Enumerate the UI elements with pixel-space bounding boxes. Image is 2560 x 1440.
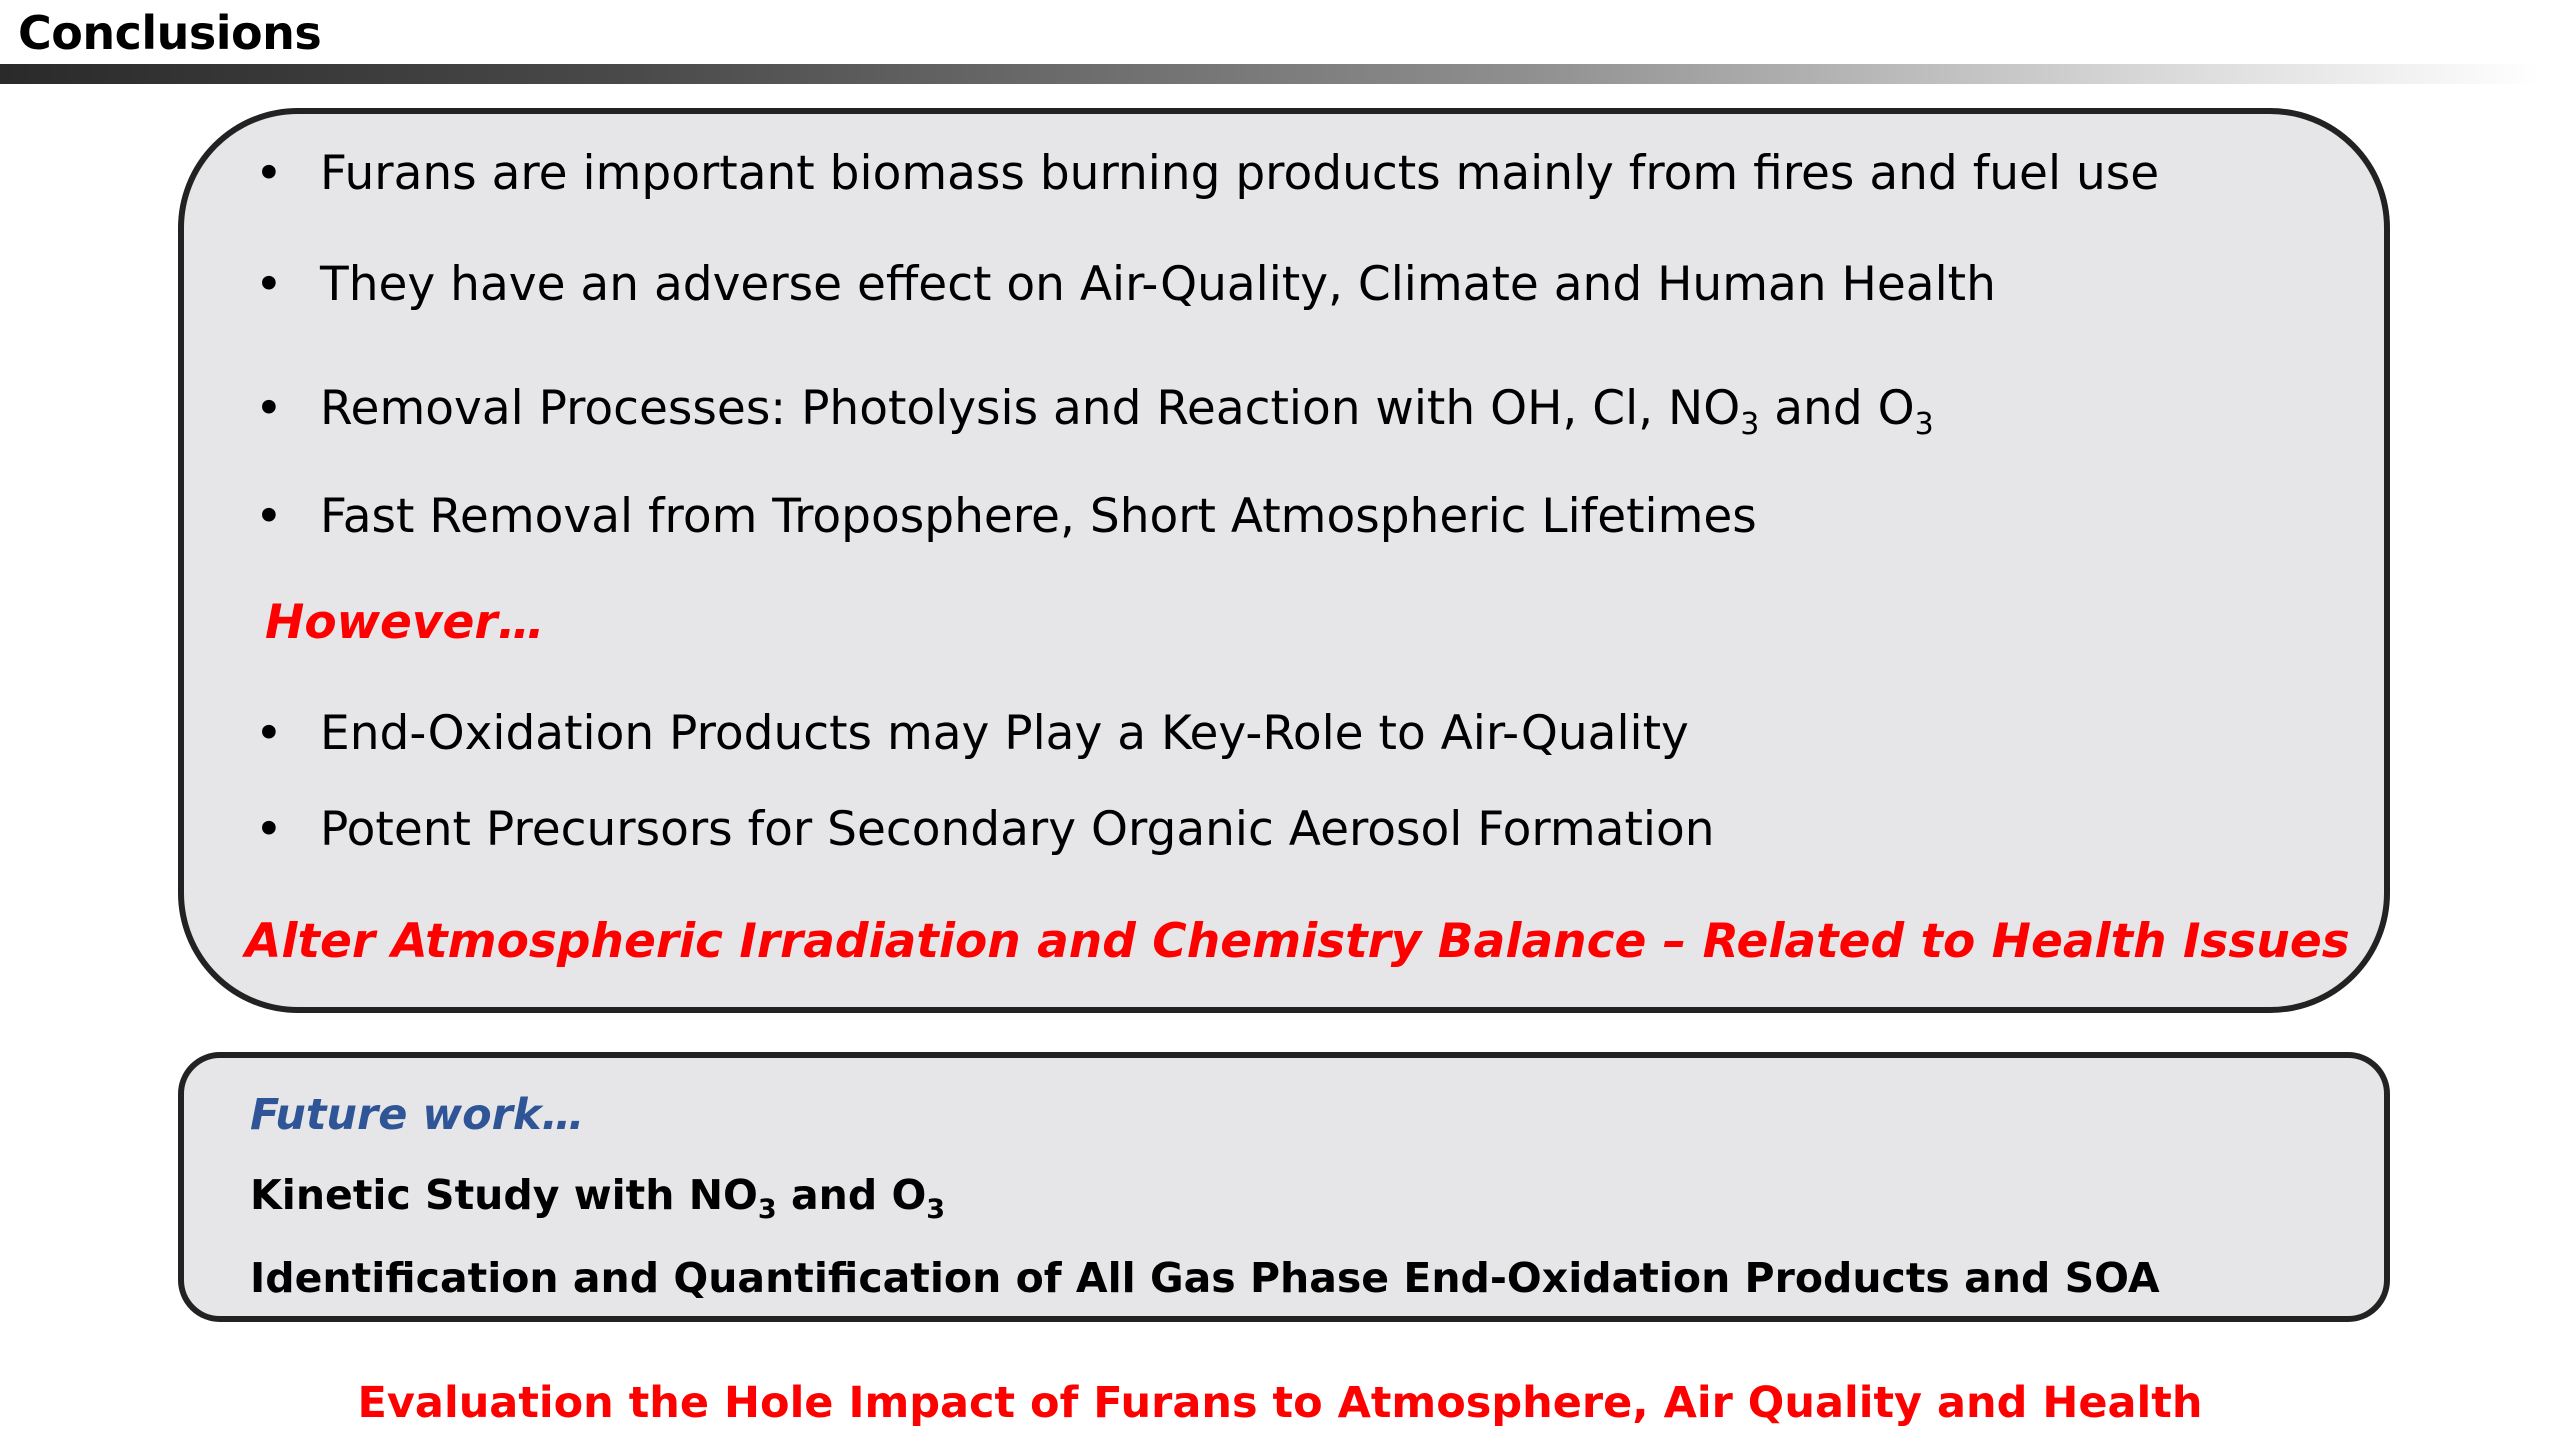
subscript: 3 (1740, 407, 1760, 442)
bullet-item (255, 802, 1715, 857)
slide-title: Conclusions (18, 6, 322, 60)
bullet-marker: • (255, 381, 283, 436)
subscript: 3 (1914, 407, 1934, 442)
bullet-text: Furans are important biomass burning products mainly from fires and fuel use (320, 146, 2160, 201)
bullet-marker: • (255, 257, 283, 312)
bullet-marker: • (255, 802, 283, 857)
bullet-text: End-Oxidation Products may Play a Key-Role to Air-Quality (320, 706, 1689, 761)
conclusions-box (178, 108, 2390, 1013)
future-item-text: Kinetic Study with NO (250, 1171, 758, 1219)
bullet-text: Fast Removal from Troposphere, Short Atmospheric Lifetimes (320, 489, 1757, 544)
bullet-text: and O (1759, 381, 1915, 436)
highlight-statement: Alter Atmospheric Irradiation and Chemistry Balance – Related to Health Issues (245, 914, 2350, 969)
footer-statement: Evaluation the Hole Impact of Furans to Atmosphere, Air Quality and Health (357, 1378, 2203, 1428)
bullet-marker: • (255, 489, 283, 544)
bullet-item (255, 489, 1757, 544)
bullet-marker: • (255, 146, 283, 201)
bullet-item (255, 146, 2160, 201)
future-item (250, 1171, 946, 1225)
bullet-text: Potent Precursors for Secondary Organic Aerosol Formation (320, 802, 1715, 857)
however-heading: However… (265, 595, 545, 650)
future-item-text: and O (776, 1171, 927, 1219)
bullet-marker: • (255, 706, 283, 761)
future-work-heading: Future work… (250, 1090, 585, 1140)
bullet-item (255, 706, 1689, 761)
bullet-text: They have an adverse effect on Air-Quality, Climate and Human Health (320, 257, 1996, 312)
future-item: Identification and Quantification of All Gas Phase End-Oxidation Products and SOA (250, 1254, 2160, 1302)
bullet-item (255, 381, 1934, 442)
subscript: 3 (757, 1194, 777, 1225)
title-divider (0, 64, 2540, 84)
subscript: 3 (926, 1194, 946, 1225)
bullet-item (255, 257, 1996, 312)
bullet-text: Removal Processes: Photolysis and Reaction with OH, Cl, NO (320, 381, 1741, 436)
